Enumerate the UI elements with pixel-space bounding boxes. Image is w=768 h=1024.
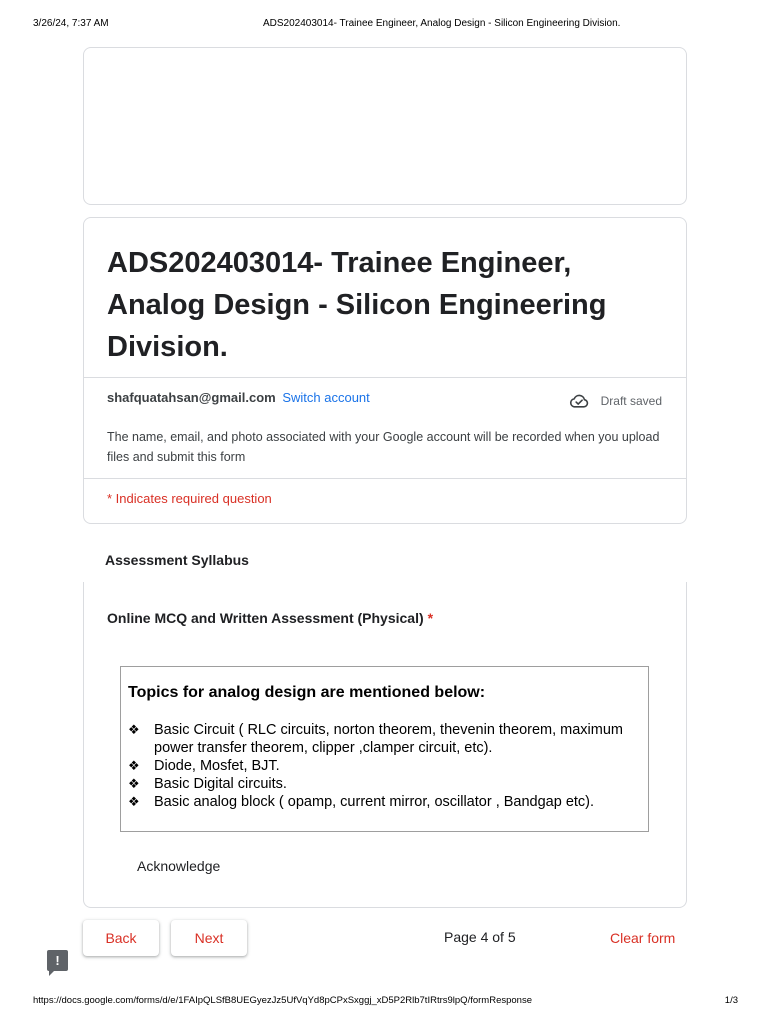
draft-status-label: Draft saved	[600, 394, 662, 408]
print-page-count: 1/3	[724, 995, 738, 1006]
diamond-bullet-icon: ❖	[128, 794, 140, 809]
question-card	[83, 582, 687, 908]
draft-status	[568, 393, 662, 409]
account-row	[107, 390, 370, 405]
form-title: ADS202403014- Trainee Engineer, Analog Design - Silicon Engineering Division.	[107, 247, 607, 363]
print-footer	[33, 995, 738, 1009]
next-button[interactable]: Next	[171, 920, 247, 956]
section-heading: Assessment Syllabus	[105, 552, 249, 568]
topic-text: Basic analog block ( opamp, current mirror, oscillator , Bandgap etc).	[154, 794, 595, 810]
account-email: shafquatahsan@gmail.com	[107, 390, 276, 405]
topic-text: Basic Digital circuits.	[154, 776, 287, 792]
topics-image	[120, 666, 649, 832]
topic-item	[128, 793, 643, 811]
acknowledge-option[interactable]: Acknowledge	[137, 858, 221, 874]
notice-divider	[84, 478, 686, 479]
report-problem-icon[interactable]: !	[47, 950, 68, 971]
required-star: *	[427, 610, 434, 626]
print-header	[33, 18, 735, 32]
diamond-bullet-icon: ❖	[128, 758, 140, 773]
topic-item	[128, 775, 643, 793]
form-title-card	[83, 217, 687, 524]
print-url: https://docs.google.com/forms/d/e/1FAIpQLSfB8UEGyezJz5UfVqYd8pCPxSxggj_xD5P2Rlb7tIRtrs9lpQ/formResponse	[33, 995, 532, 1006]
topic-item	[128, 721, 643, 757]
diamond-bullet-icon: ❖	[128, 776, 140, 791]
topic-text: Basic Circuit ( RLC circuits, norton theorem, thevenin theorem, maximum power transfer theorem, clipper ,clamper circuit, etc).	[154, 722, 623, 756]
question-title	[107, 610, 433, 626]
topics-list	[128, 721, 643, 811]
switch-account-link[interactable]: Switch account	[282, 390, 370, 405]
cloud-check-icon	[568, 393, 590, 409]
question-title-text: Online MCQ and Written Assessment (Physical)	[107, 610, 424, 626]
print-datetime: 3/26/24, 7:37 AM	[33, 18, 109, 29]
topic-item	[128, 757, 643, 775]
topic-text: Diode, Mosfet, BJT.	[154, 758, 280, 774]
back-button[interactable]: Back	[83, 920, 159, 956]
topics-heading: Topics for analog design are mentioned below:	[128, 684, 486, 701]
privacy-notice: The name, email, and photo associated with your Google account will be recorded when you upload files and submit this form	[107, 430, 660, 464]
required-question-note: * Indicates required question	[107, 491, 272, 506]
header-banner-card	[83, 47, 687, 205]
diamond-bullet-icon: ❖	[128, 722, 140, 737]
clear-form-link[interactable]: Clear form	[610, 930, 676, 946]
title-divider	[84, 377, 686, 378]
print-page-title: ADS202403014- Trainee Engineer, Analog Design - Silicon Engineering Division.	[263, 18, 621, 29]
page-indicator: Page 4 of 5	[444, 929, 516, 945]
